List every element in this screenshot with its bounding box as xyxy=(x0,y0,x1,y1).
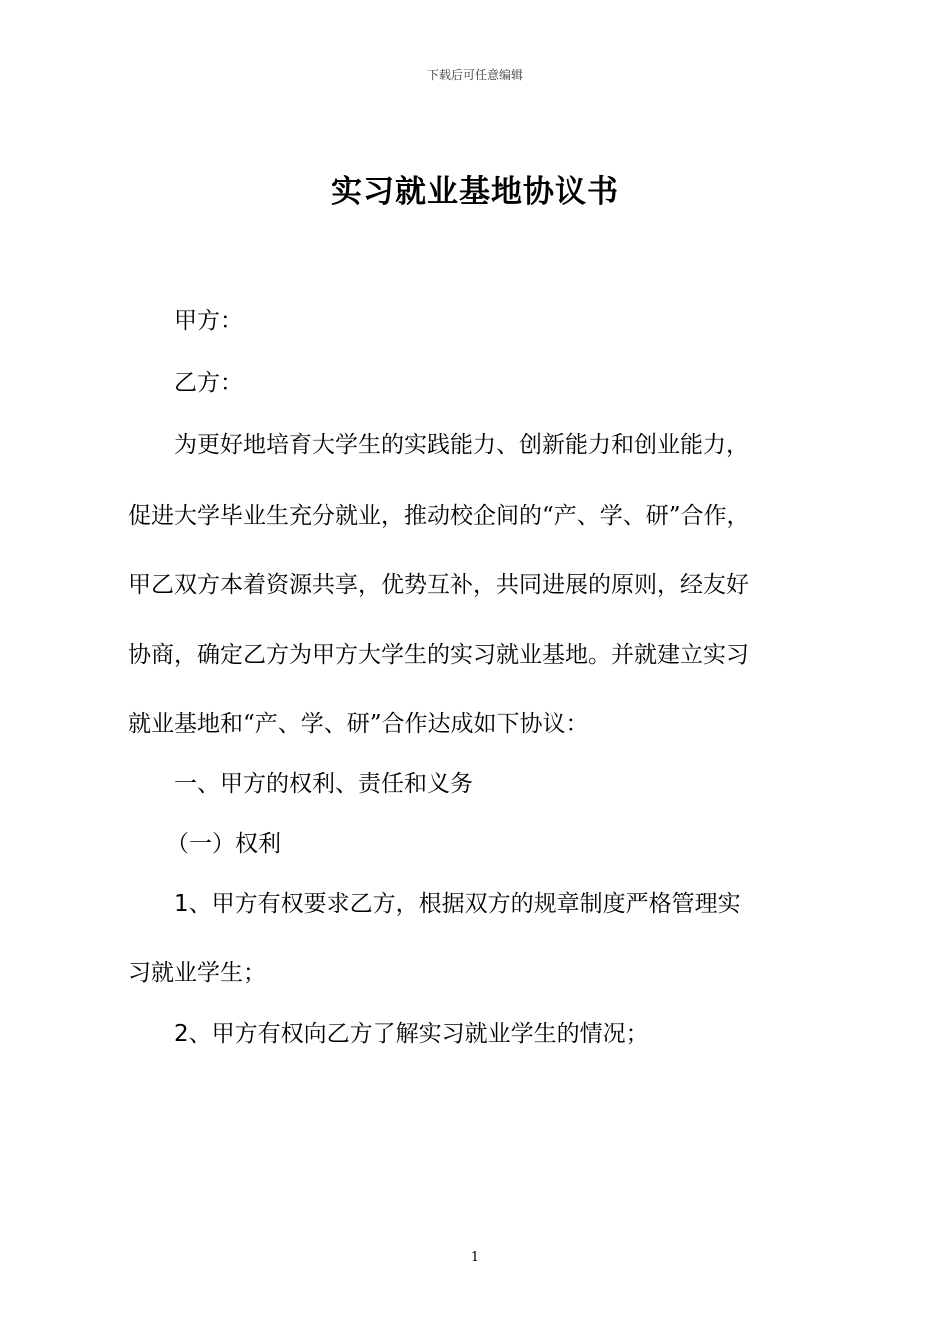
party-b-line: 乙方： xyxy=(174,370,243,396)
subsection-heading-1: （一）权利 xyxy=(166,831,281,857)
document-title: 实习就业基地协议书 xyxy=(331,174,619,210)
item-1-text: 、甲方有权要求乙方，根据双方的规章制度严格管理实 xyxy=(188,891,741,917)
header-note: 下载后可任意编辑 xyxy=(426,68,523,82)
page-number: 1 xyxy=(470,1250,480,1265)
preamble-line-1: 为更好地培育大学生的实践能力、创新能力和创业能力， xyxy=(174,432,749,458)
preamble-line-3: 甲乙双方本着资源共享，优势互补，共同进展的原则，经友好 xyxy=(128,572,749,598)
item-1-number: 1 xyxy=(174,891,189,917)
preamble-line-4: 协商，确定乙方为甲方大学生的实习就业基地。并就建立实习 xyxy=(128,642,749,668)
section-heading-1: 一、甲方的权利、责任和义务 xyxy=(174,771,473,797)
item-1-line-2: 习就业学生； xyxy=(128,960,266,986)
item-2-text: 、甲方有权向乙方了解实习就业学生的情况； xyxy=(188,1021,649,1047)
item-1-line-1 xyxy=(174,889,741,919)
item-2-line xyxy=(174,1019,649,1049)
preamble-line-5: 就业基地和“产、学、研”合作达成如下协议： xyxy=(128,711,589,737)
item-2-number: 2 xyxy=(174,1021,189,1047)
party-a-line: 甲方： xyxy=(174,308,243,334)
preamble-line-2: 促进大学毕业生充分就业，推动校企间的“产、学、研”合作， xyxy=(128,503,750,529)
